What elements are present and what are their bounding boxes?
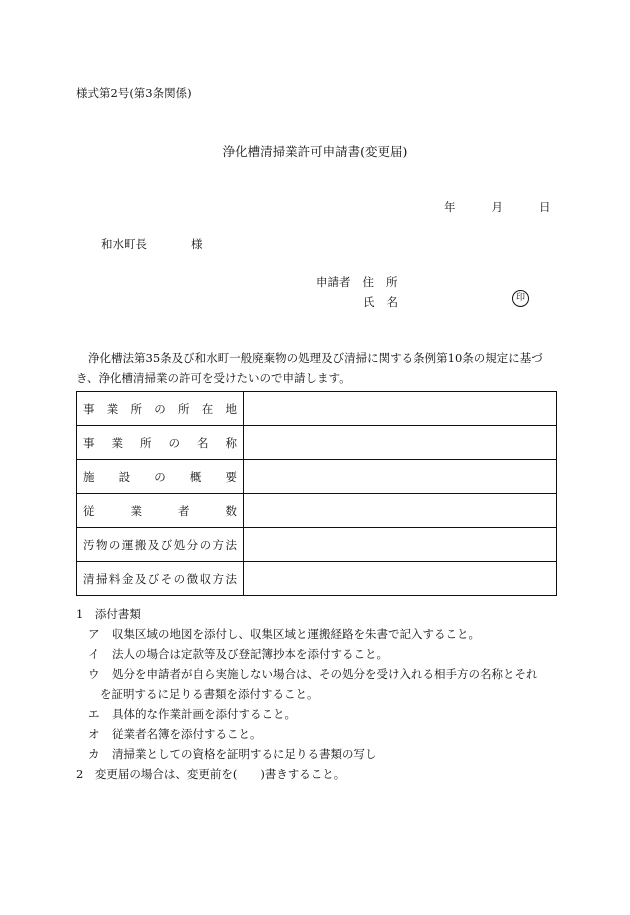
address-label-2: 所: [386, 275, 398, 289]
label-char: 地: [225, 401, 237, 416]
label-char: 料: [108, 571, 121, 586]
label-char: 従: [83, 503, 95, 518]
label-char: 運: [121, 537, 134, 552]
label-char: 所: [178, 401, 190, 416]
label-char: 方: [212, 571, 225, 586]
date-line: [444, 199, 551, 215]
table-row: [77, 528, 557, 562]
label-char: の: [168, 435, 180, 450]
label-char: 業: [111, 435, 123, 450]
note-item-mark: ウ: [88, 667, 100, 681]
label-char: 数: [225, 503, 237, 518]
label-char: 業: [130, 503, 142, 518]
label-char: 設: [118, 469, 131, 484]
label-char: 徴: [186, 571, 199, 586]
note-item: [76, 664, 538, 684]
label-char: 掃: [95, 571, 108, 586]
notes-section: [76, 604, 538, 784]
date-year-label: 年: [444, 200, 456, 214]
label-char: 所: [130, 401, 142, 416]
note-item: [76, 644, 538, 664]
label-char: の: [154, 401, 166, 416]
row-value[interactable]: [244, 528, 557, 562]
label-char: 分: [186, 537, 199, 552]
label-char: 施: [83, 469, 95, 484]
note-2-number: 2: [76, 767, 84, 781]
note-item-text: 収集区域の地図を添付し、収集区域と運搬経路を朱書で記入すること。: [112, 627, 480, 641]
label-char: 清: [83, 571, 95, 586]
table-row: [77, 392, 557, 426]
note-item-text: 具体的な作業計画を添付すること。: [112, 707, 296, 721]
label-char: 法: [225, 571, 237, 586]
note-item: [76, 744, 538, 764]
label-char: 業: [106, 401, 119, 416]
row-label: [77, 528, 244, 562]
label-char: の: [154, 469, 166, 484]
label-char: び: [160, 537, 173, 552]
note-1-number: 1: [76, 607, 84, 621]
application-statement: 浄化槽法第35条及び和水町一般廃棄物の処理及び清掃に関する条例第10条の規定に基づき、浄化槽清掃業の許可を受けたいので申請します。: [76, 351, 543, 385]
addressee: [101, 236, 203, 252]
label-char: 在: [201, 401, 214, 416]
spread-label: [83, 571, 237, 587]
row-value[interactable]: [244, 392, 557, 426]
label-char: 収: [199, 571, 212, 586]
row-label: [77, 494, 244, 528]
address-label-1: 住: [362, 275, 374, 289]
spread-label: [83, 401, 237, 417]
label-char: 称: [225, 435, 237, 450]
applicant-address-line: [316, 274, 398, 290]
note-item-text: 処分を申請者が自ら実施しない場合は、その処分を受け入れる相手方の名称とそれ: [112, 667, 538, 681]
row-value[interactable]: [244, 426, 557, 460]
spread-label: [83, 469, 237, 485]
spread-label: [83, 503, 237, 519]
label-char: 法: [225, 537, 237, 552]
addressee-honorific: 様: [191, 237, 203, 251]
name-label-1: 氏: [363, 295, 375, 309]
note-item: [76, 704, 538, 724]
label-char: 事: [83, 435, 95, 450]
note-1: [76, 604, 538, 624]
table-row: [77, 460, 557, 494]
label-char: 及: [134, 571, 147, 586]
spread-label: [83, 435, 237, 451]
seal-icon: 印: [512, 290, 529, 307]
note-item-text: 清掃業としての資格を証明するに足りる書類の写し: [112, 747, 377, 761]
row-value[interactable]: [244, 460, 557, 494]
spread-label: [83, 537, 237, 553]
note-item: [76, 624, 538, 644]
label-char: 物: [95, 537, 108, 552]
date-month-label: 月: [491, 200, 503, 214]
label-char: 概: [189, 469, 202, 484]
label-char: 処: [173, 537, 186, 552]
label-char: 搬: [134, 537, 147, 552]
label-char: 及: [147, 537, 160, 552]
document-title: 浄化槽清掃業許可申請書(変更届): [222, 144, 408, 159]
label-char: 金: [121, 571, 134, 586]
row-label: [77, 460, 244, 494]
table-row: [77, 494, 557, 528]
label-char: の: [173, 571, 186, 586]
label-char: 名: [197, 435, 209, 450]
form-number: 様式第2号(第3条関係): [76, 86, 192, 100]
name-label-2: 名: [386, 295, 398, 309]
note-2-text: 変更届の場合は、変更前を( )書きすること。: [94, 767, 346, 781]
label-char: そ: [160, 571, 173, 586]
note-item-mark: エ: [88, 707, 100, 721]
note-item-mark: イ: [88, 647, 100, 661]
label-char: の: [199, 537, 212, 552]
note-1-title: 添付書類: [94, 607, 141, 621]
note-item-text: を証明するに足りる書類を添付すること。: [100, 687, 319, 701]
label-char: 汚: [83, 537, 95, 552]
note-item-mark: ア: [88, 627, 100, 641]
label-char: 者: [178, 503, 190, 518]
row-value[interactable]: [244, 494, 557, 528]
note-2: [76, 764, 538, 784]
date-day-label: 日: [539, 200, 551, 214]
application-table: [76, 391, 557, 596]
row-label: [77, 392, 244, 426]
applicant-label: 申請者: [316, 275, 351, 289]
table-row: [77, 426, 557, 460]
row-label: [77, 426, 244, 460]
label-char: 所: [140, 435, 152, 450]
applicant-name-line: [363, 294, 398, 310]
label-char: の: [108, 537, 121, 552]
note-item-mark: オ: [88, 727, 100, 741]
note-item-text: 法人の場合は定款等及び登記簿抄本を添付すること。: [112, 647, 388, 661]
note-item: [76, 724, 538, 744]
note-item-mark: カ: [88, 747, 100, 761]
row-value[interactable]: [244, 562, 557, 596]
label-char: 方: [212, 537, 225, 552]
addressee-name: 和水町長: [101, 237, 147, 251]
label-char: 事: [83, 401, 95, 416]
table-row: [77, 562, 557, 596]
row-label: [77, 562, 244, 596]
note-item-continued: [76, 684, 538, 704]
label-char: び: [147, 571, 160, 586]
note-item-text: 従業者名簿を添付すること。: [112, 727, 262, 741]
label-char: 要: [225, 469, 237, 484]
